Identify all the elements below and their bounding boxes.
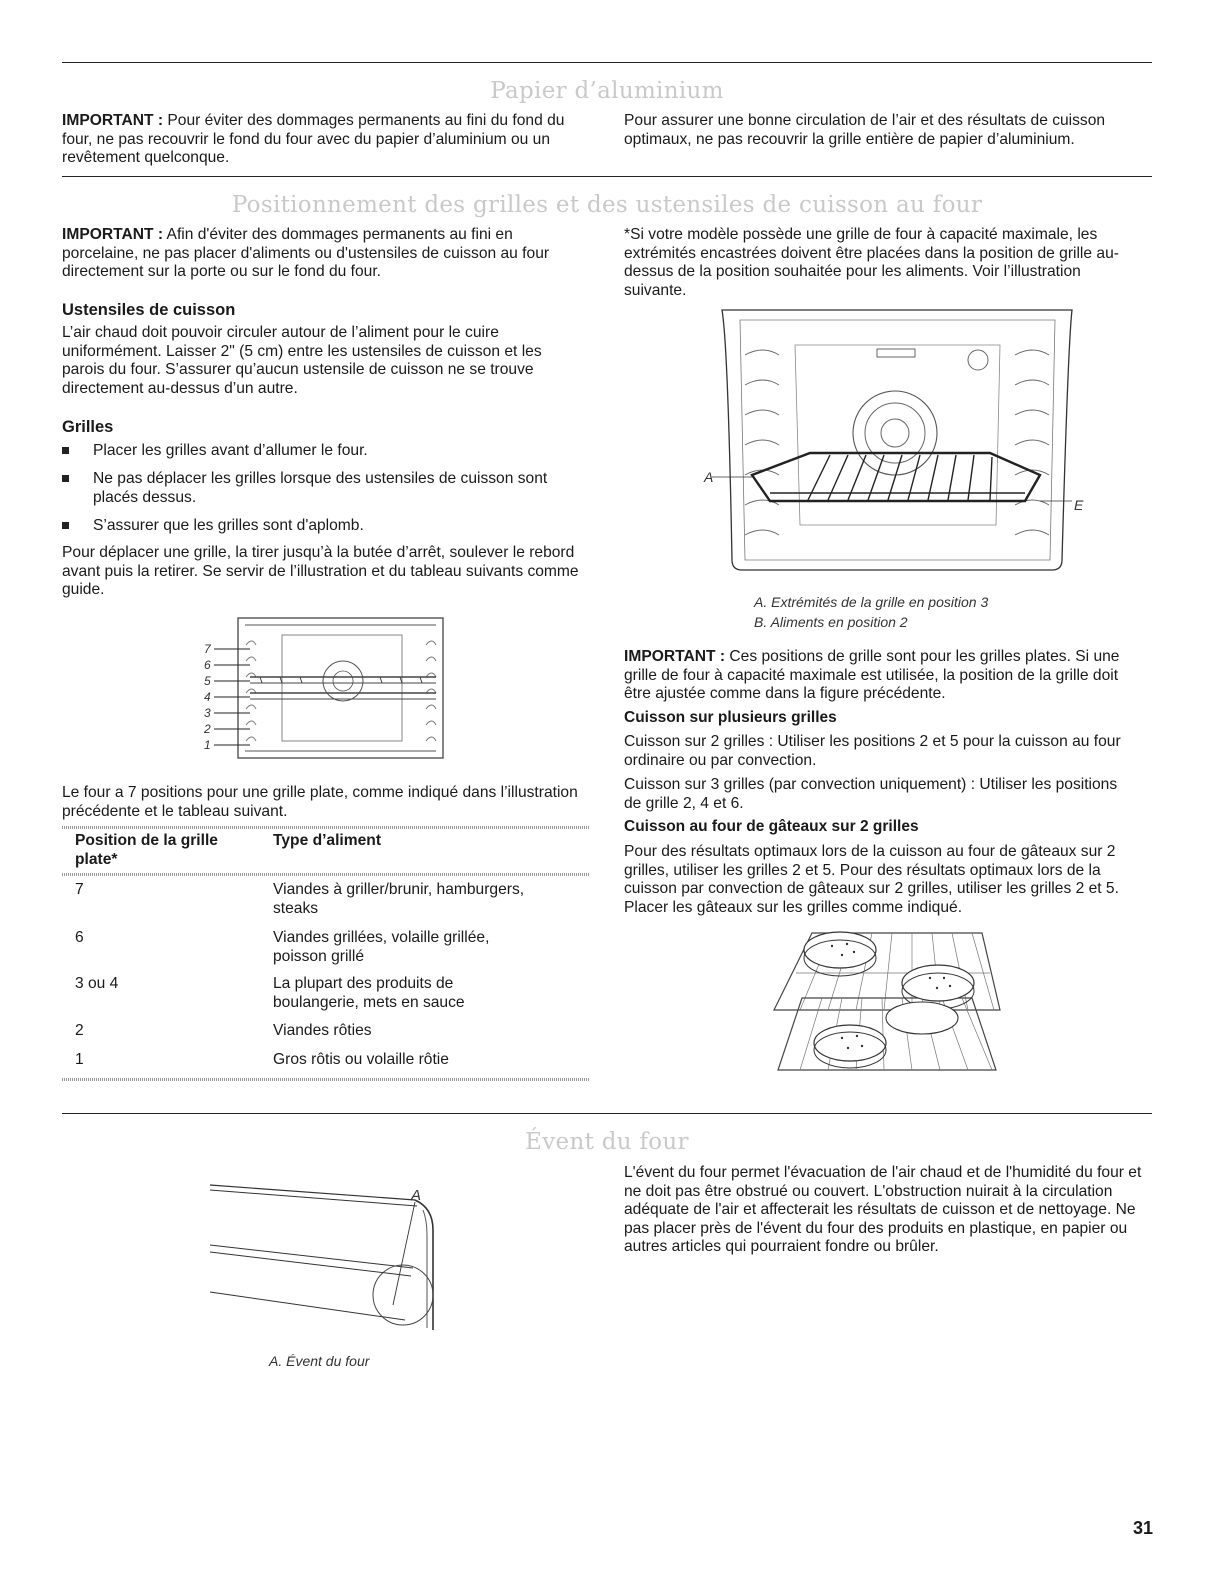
section3-rule [62, 1113, 1152, 1114]
cake-heading: Cuisson au four de gâteaux sur 2 grilles [624, 818, 919, 835]
aluminium-left-paragraph [62, 112, 567, 168]
important2-paragraph: IMPORTANT : Ces positions de grille sont pour les grilles plates. Si une grille de four à capacité maximale est utilisée, la position de la grille doit être ajustée comme dans la figure précédente. [624, 648, 1120, 703]
page-number: 31 [1132, 1518, 1153, 1538]
table-header-type: Type d’aliment [273, 832, 382, 849]
figure-caption-b: B. Aliments en position 2 [754, 614, 908, 630]
figure-caption-a: A. Extrémités de la grille en position 3 [754, 594, 989, 610]
important-label: IMPORTANT : [62, 226, 164, 243]
rack-number-label: 3 [204, 706, 211, 720]
bullet-square-icon [62, 447, 69, 454]
multi-rack-text-1: Cuisson sur 2 grilles : Utiliser les positions 2 et 5 pour la cuisson au four ordinaire ou par convection. [624, 733, 1121, 769]
rack-number-label: 6 [204, 658, 211, 672]
table-top-rule [62, 826, 589, 829]
rack-number-label: 1 [204, 738, 211, 752]
aluminium-right-paragraph: Pour assurer une bonne circulation de l’air et des résultats de cuisson optimaux, ne pas recouvrir la grille entière de papier d’aluminium. [624, 112, 1106, 148]
figure-label-a: A [704, 469, 714, 485]
rack-number-label: 4 [204, 690, 211, 704]
racks-important-text: Afin d'éviter des dommages permanents au fini en porcelaine, ne pas placer d'aliments ou d'ustensiles de cuisson au four directement sur la porte ou sur le fond du four. [62, 226, 550, 281]
multi-rack-heading: Cuisson sur plusieurs grilles [624, 709, 837, 726]
max-rack-paragraph: *Si votre modèle possède une grille de four à capacité maximale, les extrémités encastrées doivent être placées dans la position de grille au-dessus de la position souhaitée pour les aliments. Voir l’illustration suivante. [624, 226, 1119, 299]
aluminium-left-text: Pour éviter des dommages permanents au fini du fond du four, ne pas recouvrir le fond du four avec du papier d’aluminium ou un revêtement quelconque. [62, 112, 565, 167]
cakes-on-racks-diagram [772, 928, 1002, 1073]
move-rack-paragraph: Pour déplacer une grille, la tirer jusqu’à la butée d’arrêt, soulever le rebord avant puis la retirer. Se servir de l’illustration et du tableau suivants comme guide. [62, 544, 579, 599]
top-rule [62, 62, 1152, 63]
bullet-square-icon [62, 475, 69, 482]
rack-number-label: 5 [204, 674, 211, 688]
oven-vent-diagram [205, 1180, 445, 1340]
important-label: IMPORTANT : [62, 112, 164, 129]
multi-rack-text-2: Cuisson sur 3 grilles (par convection uniquement) : Utiliser les positions de grille 2, 4 et 6. [624, 776, 1118, 812]
rack-positions-diagram [200, 615, 450, 765]
rack-number-label: 7 [204, 642, 211, 656]
vent-label-a: A [411, 1187, 422, 1204]
important-label: IMPORTANT : [624, 648, 726, 665]
racks-important-paragraph [62, 226, 587, 282]
cookware-paragraph: L’air chaud doit pouvoir circuler autour de l’aliment pour le cuire uniformément. Laisser 2" (5 cm) entre les ustensiles de cuisson et les parois du four. S’assurer qu’aucun ustensile de cuisson ne se trouve directement au-dessus d’un autre. [62, 324, 542, 397]
section-title-vent: Évent du four [525, 1129, 689, 1155]
positions-paragraph: Le four a 7 positions pour une grille plate, comme indiqué dans l’illustration précédente et le tableau suivant. [62, 784, 578, 820]
table-bottom-rule [62, 1078, 589, 1081]
bullet-square-icon [62, 522, 69, 529]
table-header-rule [62, 873, 589, 876]
list-item: Ne pas déplacer les grilles lorsque des ustensiles de cuisson sont placés dessus. [62, 470, 587, 510]
rack-number-label: 2 [204, 722, 211, 736]
table-header-position: Position de la grille plate* [75, 832, 218, 868]
figure-label-e: E [1074, 497, 1084, 513]
section-title-aluminium: Papier d’aluminium [490, 78, 724, 104]
cake-paragraph: Pour des résultats optimaux lors de la cuisson au four de gâteaux sur 2 grilles, utiliser les grilles 2 et 5. Pour des résultats optimaux lors de la cuisson par convection de gâteaux sur 2 grilles, utiliser les grilles 2 et 5. Placer les gâteaux sur les grilles comme indiqué. [624, 843, 1119, 916]
vent-paragraph: L'évent du four permet l'évacuation de l'air chaud et de l'humidité du four et ne doit pas être obstrué ou couvert. L'obstruction nuirait à la circulation adéquate de l'air et affecterait les résultats de cuisson et de nettoyage. Ne pas placer près de l'évent du four des produits en plastique, en papier ou autres articles qui pourraient fondre ou brûler. [624, 1164, 1142, 1256]
section2-rule [62, 176, 1152, 177]
racks-heading: Grilles [62, 418, 114, 436]
section-title-racks: Positionnement des grilles et des ustensiles de cuisson au four [231, 192, 983, 218]
max-capacity-rack-diagram [700, 305, 1090, 580]
vent-caption: A. Évent du four [269, 1353, 370, 1369]
cookware-heading: Ustensiles de cuisson [62, 301, 236, 319]
